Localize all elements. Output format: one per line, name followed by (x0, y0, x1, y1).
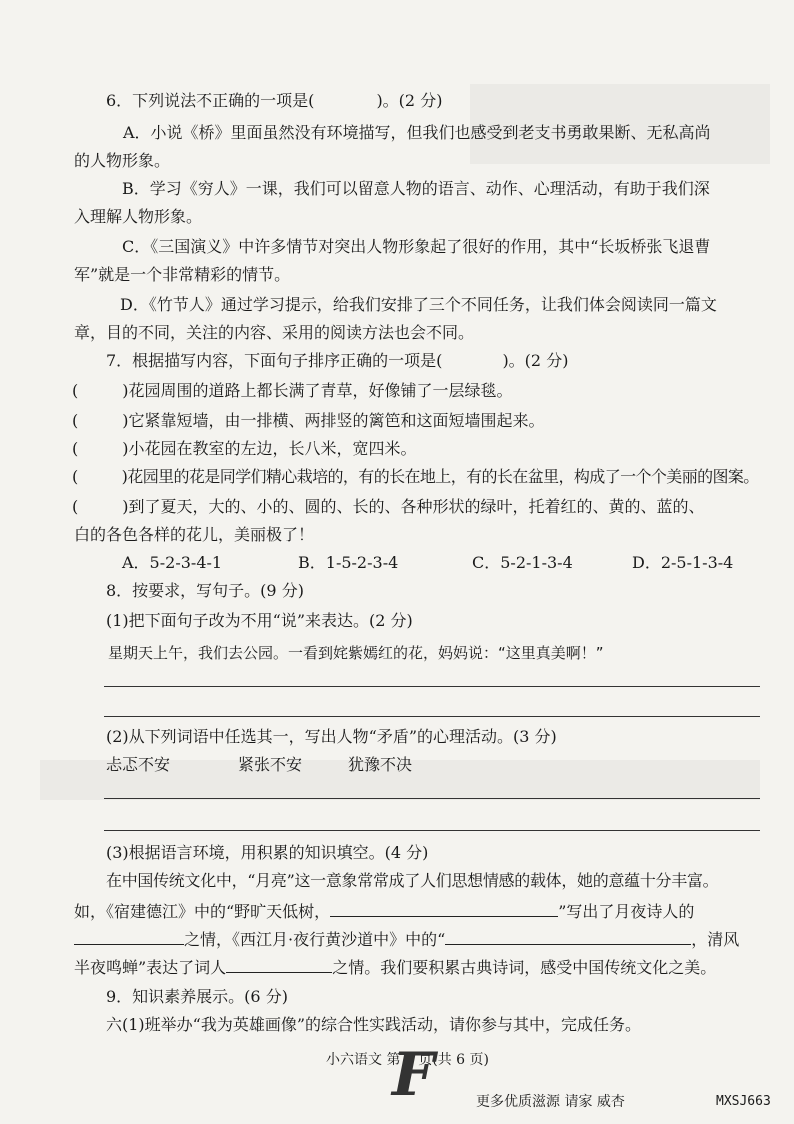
fill-blank[interactable] (226, 956, 332, 973)
q6-option-c-line2: 军”就是一个非常精彩的情节。 (74, 265, 291, 284)
document-code: MXSJ663 (716, 1094, 771, 1109)
q8-part3-text-4 (74, 956, 716, 979)
q8-part2-prompt: (2)从下列词语中任选其一，写出人物“矛盾”的心理活动。(3 分) (106, 727, 557, 746)
q8-part3-text-3a: 之情，《西江月·夜行黄沙道中》中的“ (184, 930, 446, 949)
q8-part3-text-2b: ”写出了月夜诗人的 (558, 902, 695, 921)
promo-text: 更多优质滋源 请家 威杏 (476, 1094, 625, 1110)
answer-line[interactable] (104, 686, 760, 687)
q7-stem-text: 7．根据描写内容，下面句子排序正确的一项是( (106, 351, 443, 370)
q7-sentence-1 (72, 380, 513, 402)
q8-part3-prompt: (3)根据语言环境，用积累的知识填空。(4 分) (106, 843, 429, 862)
q8-part1-prompt: (1)把下面句子改为不用“说”来表达。(2 分) (106, 611, 413, 630)
q7-sentence-4-text: )花园里的花是同学们精心栽培的，有的长在地上，有的长在盆里，构成了一个个美丽的图案。 (121, 467, 759, 486)
q8-part3-text-2a: 如，《宿建德江》中的“野旷天低树， (74, 902, 331, 921)
q8-word-1: 忐忑不安 (106, 755, 171, 774)
q7-stem-end: )。(2 分) (502, 351, 569, 370)
q7-sentence-3-text: )小花园在教室的左边，长八米，宽四米。 (122, 439, 417, 458)
q6-stem (106, 90, 442, 112)
q7-sentence-4 (72, 466, 759, 488)
answer-line[interactable] (104, 830, 760, 831)
q6-option-a-line1: A．小说《桥》里面虽然没有环境描写，但我们也感受到老支书勇敢果断、无私高尚 (123, 123, 711, 142)
q6-option-b-line2: 入理解人物形象。 (74, 207, 203, 226)
q6-option-d-line1: D．《竹节人》通过学习提示，给我们安排了三个不同任务，让我们体会阅读同一篇文 (120, 295, 717, 314)
q6-option-a-line2: 的人物形象。 (74, 151, 171, 170)
q7-stem (106, 350, 568, 372)
q8-part3-text-3b: ，清风 (691, 930, 740, 949)
q6-option-c-line1: C．《三国演义》中许多情节对突出人物形象起了很好的作用，其中“长坂桥张飞退曹 (122, 237, 711, 256)
q6-option-d-line2: 章，目的不同，关注的内容、采用的阅读方法也会不同。 (74, 323, 475, 342)
answer-paren-open: ( (72, 381, 79, 400)
answer-paren-open: ( (72, 467, 78, 486)
q7-sentence-2 (72, 410, 545, 432)
q6-stem-text: 6．下列说法不正确的一项是( (106, 91, 315, 110)
fill-blank[interactable] (74, 928, 184, 945)
answer-paren-open: ( (72, 411, 79, 430)
q9-text: 六(1)班举办“我为英雄画像”的综合性实践活动，请你参与其中，完成任务。 (106, 1015, 642, 1034)
q6-stem-end: )。(2 分) (376, 91, 443, 110)
q9-stem: 9．知识素养展示。(6 分) (106, 987, 288, 1006)
answer-paren-open: ( (72, 497, 79, 516)
q8-part1-sentence: 星期天上午，我们去公园。一看到姹紫嫣红的花，妈妈说：“这里真美啊！” (108, 644, 604, 662)
q8-part3-text-4a: 半夜鸣蝉”表达了词人 (74, 958, 227, 977)
q8-part3-text-2 (74, 900, 694, 923)
fill-blank[interactable] (330, 900, 558, 917)
fill-blank[interactable] (445, 928, 691, 945)
q7-sentence-5 (72, 496, 705, 518)
page-watermark-letter: F (392, 1040, 435, 1110)
page-number-label: 小六语文 第 2 页(共 6 页) (326, 1052, 489, 1068)
answer-line[interactable] (104, 716, 760, 717)
q7-option-a: A．5-2-3-4-1 (122, 553, 223, 572)
q8-stem: 8．按要求，写句子。(9 分) (106, 581, 304, 600)
q7-sentence-2-text: )它紧靠短墙，由一排横、两排竖的篱笆和这面短墙围起来。 (122, 411, 545, 430)
q7-option-b: B．1-5-2-3-4 (298, 553, 399, 572)
q8-part3-text-1: 在中国传统文化中，“月亮”这一意象常常成了人们思想情感的载体，她的意蕴十分丰富。 (106, 871, 719, 890)
q7-sentence-3 (72, 438, 417, 460)
q8-part3-text-3 (74, 928, 739, 951)
q8-part3-text-4b: 之情。我们要积累古典诗词，感受中国传统文化之美。 (332, 958, 717, 977)
answer-paren-open: ( (72, 439, 79, 458)
q7-option-c: C．5-2-1-3-4 (472, 553, 573, 572)
q7-sentence-1-text: )花园周围的道路上都长满了青草，好像铺了一层绿毯。 (122, 381, 513, 400)
q6-option-b-line1: B．学习《穷人》一课，我们可以留意人物的语言、动作、心理活动，有助于我们深 (122, 179, 710, 198)
q8-word-3: 犹豫不决 (348, 755, 413, 774)
q7-sentence-5-text: )到了夏天，大的、小的、圆的、长的、各种形状的绿叶，托着红的、黄的、蓝的、 (122, 497, 705, 516)
q7-sentence-5-cont: 白的各色各样的花儿，美丽极了！ (74, 525, 315, 544)
q8-word-2: 紧张不安 (238, 755, 303, 774)
answer-line[interactable] (104, 798, 760, 799)
q7-option-d: D．2-5-1-3-4 (632, 553, 734, 572)
